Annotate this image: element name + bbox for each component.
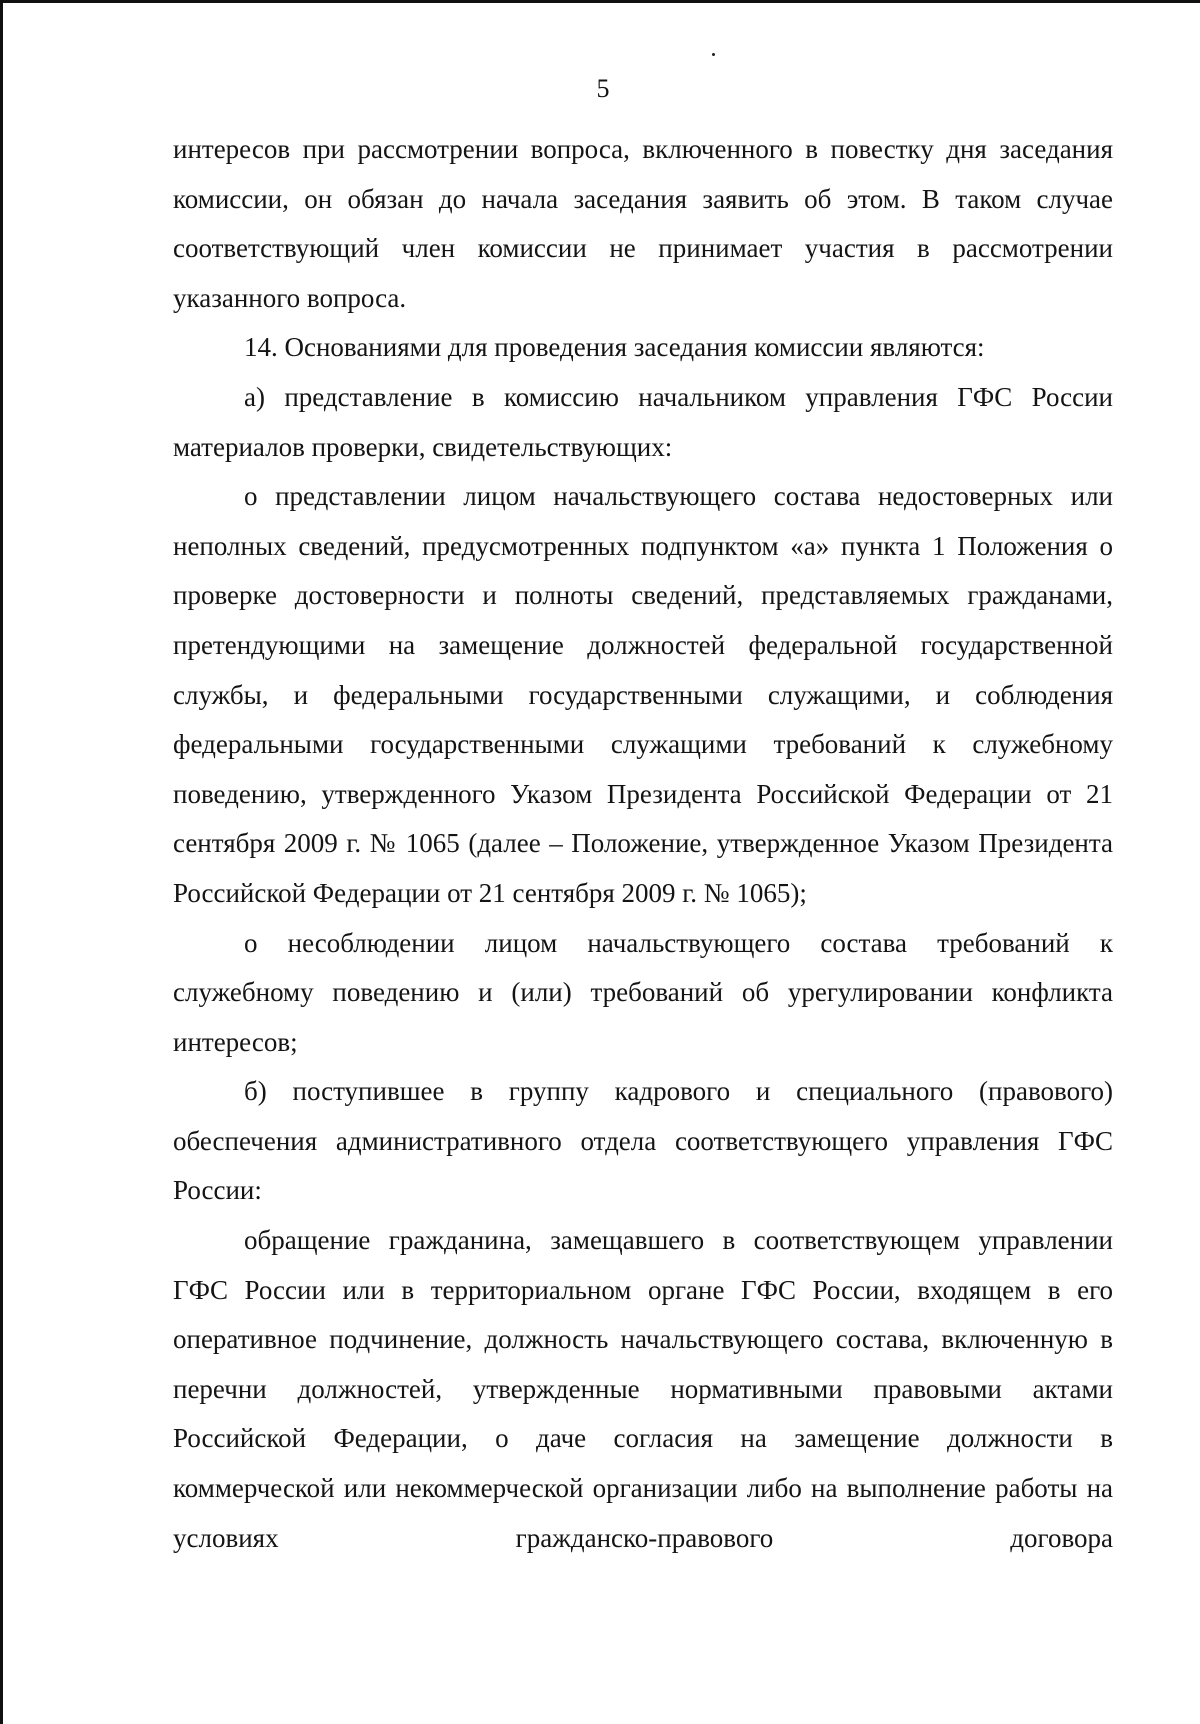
paragraph-subitem-b: б) поступившее в группу кадрового и специального (правового) обеспечения административного отдела соответствующего управления ГФС России: [173, 1076, 1113, 1206]
paragraph-conflict-declaration: интересов при рассмотрении вопроса, включенного в повестку дня заседания комиссии, он обязан до начала заседания заявить об этом. В таком случае соответствующий член комиссии не принимает участия в рассмотрении указанного вопроса. [173, 134, 1113, 313]
paragraph-citizen-appeal: обращение гражданина, замещавшего в соответствующем управлении ГФС России или в территориальном органе ГФС России, входящем в его оперативное подчинение, должность начальствующего состава, включенную в перечни должностей, утвержденные нормативными правовыми актами Российской Федерации, о даче согласия на замещение должности в коммерческой или некоммерческой организации либо на выполнение работы на условиях гражданско-правового договора [173, 1225, 1113, 1553]
paragraph-item-14: 14. Основаниями для проведения заседания комиссии являются: [244, 332, 985, 363]
scan-speck [712, 53, 715, 56]
paragraph-inaccurate-info: о представлении лицом начальствующего состава недостоверных или неполных сведений, предусмотренных подпунктом «а» пункта 1 Положения о проверке достоверности и полноты сведений, представляемых гражданами, претендующими на замещение должностей федеральной государственной службы, и федеральными государственными служащими, и соблюдения федеральными государственными служащими требований к служебному поведению, утвержденного Указом Президента Российской Федерации от 21 сентября 2009 г. № 1065 (далее – Положение, утвержденное Указом Президента Российской Федерации от 21 сентября 2009 г. № 1065); [173, 481, 1113, 908]
document-body [173, 125, 1113, 1563]
paragraph-subitem-a: а) представление в комиссию начальником управления ГФС России материалов проверки, свидетельствующих: [173, 381, 1113, 462]
page-number: 5 [596, 74, 610, 103]
paragraph-non-compliance: о несоблюдении лицом начальствующего состава требований к служебному поведению и (или) требований об урегулировании конфликта интересов; [173, 927, 1113, 1057]
